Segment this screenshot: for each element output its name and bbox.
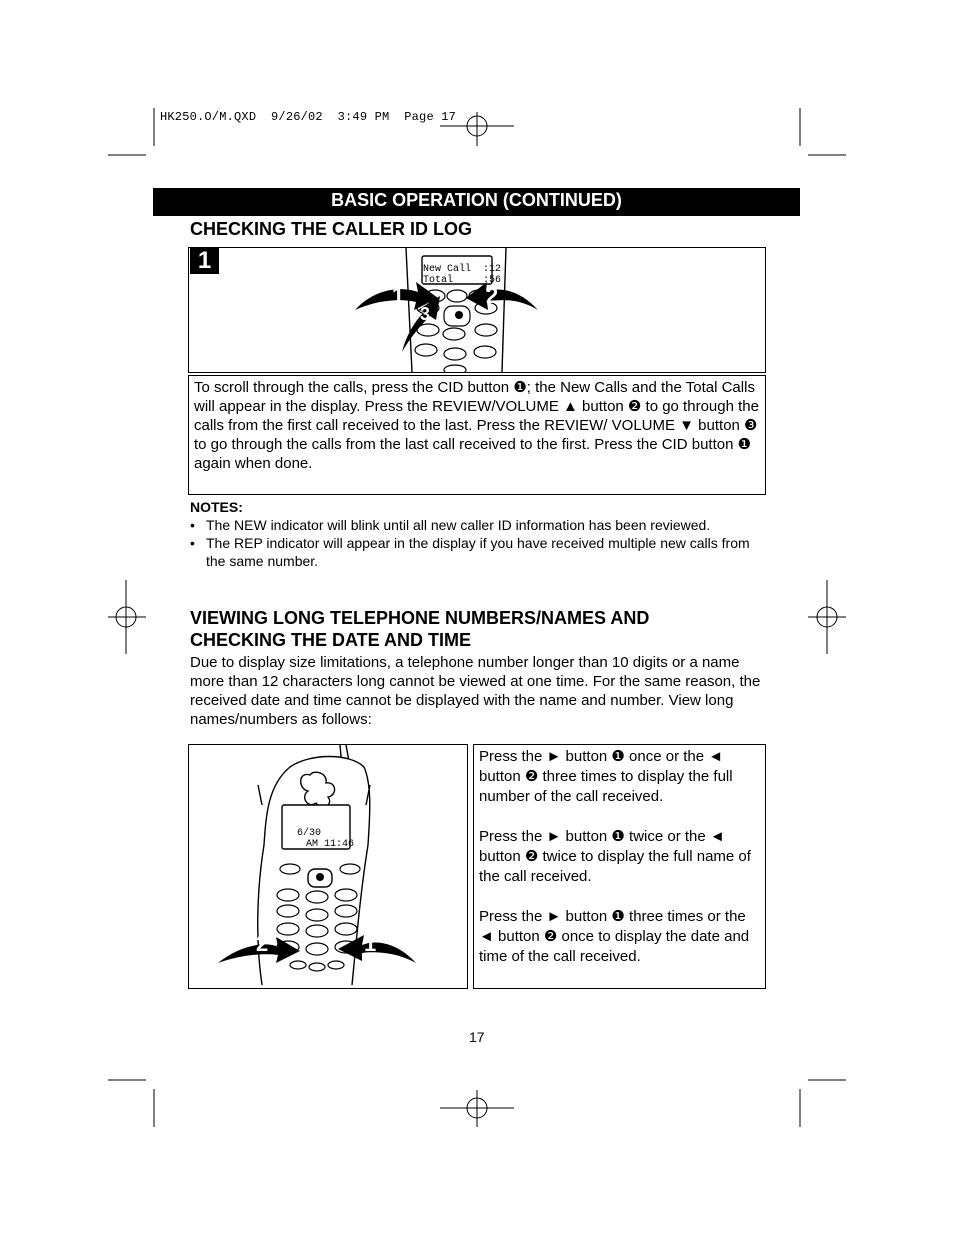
arrow-label-1: 1 <box>392 283 405 308</box>
instruction-paragraph: Press the ► button ❶ once or the ◄ button ❷ three times to display the full number of the call received. <box>479 748 733 805</box>
print-header: HK250.O/M.QXD 9/26/02 3:49 PM Page 17 <box>160 110 457 124</box>
arrow-label-1-bottom: 1 <box>364 931 377 956</box>
lcd-line-total-calls: Total :56 <box>423 275 502 286</box>
notes-list <box>190 516 760 570</box>
instruction-paragraph: Press the ► button ❶ twice or the ◄ button ❷ twice to display the full name of the call received. <box>479 828 751 885</box>
lcd-line-date: 6/30 <box>297 828 322 839</box>
caller-id-instructions: To scroll through the calls, press the CID button ❶; the New Calls and the Total Calls will appear in the display. Press the REVIEW/VOLUME ▲ button ❷ to go through the calls from the first call received to the last. Press the REVIEW/ VOLUME ▼ button ❸ to go through the calls from the last call received to the first. Press the CID button ❶ again when done. <box>188 375 766 495</box>
lcd-line-time: AM 11:46 <box>306 839 355 850</box>
notes-heading: NOTES: <box>190 499 243 515</box>
long-numbers-instructions <box>473 744 766 989</box>
note-item: • The NEW indicator will blink until all new caller ID information has been reviewed. <box>190 516 760 534</box>
page-number: 17 <box>469 1029 485 1045</box>
arrow-label-3: 3 <box>420 304 431 324</box>
long-numbers-heading-line2: CHECKING THE DATE AND TIME <box>190 630 471 650</box>
caller-id-heading: CHECKING THE CALLER ID LOG <box>190 219 472 239</box>
handset-illustration-bottom <box>210 745 466 988</box>
arrow-label-2-bottom: 2 <box>256 931 269 956</box>
section-title-bar: BASIC OPERATION (CONTINUED) <box>153 188 800 216</box>
long-numbers-intro: Due to display size limitations, a telephone number longer than 10 digits or a name more than 12 characters long cannot be viewed at one time. For the same reason, the received date and time cannot be displayed with the name and number. View long names/numbers as follows: <box>190 654 761 728</box>
note-item: • The REP indicator will appear in the display if you have received multiple new calls from the same number. <box>190 534 760 570</box>
step-number-badge: 1 <box>190 248 219 274</box>
lcd-line-new-calls: New Call :12 <box>423 264 502 275</box>
arrow-label-2: 2 <box>486 283 499 308</box>
instruction-paragraph: Press the ► button ❶ three times or the ◄ button ❷ once to display the date and time of the call received. <box>479 908 750 965</box>
long-numbers-heading-line1: VIEWING LONG TELEPHONE NUMBERS/NAMES AND <box>190 608 650 628</box>
